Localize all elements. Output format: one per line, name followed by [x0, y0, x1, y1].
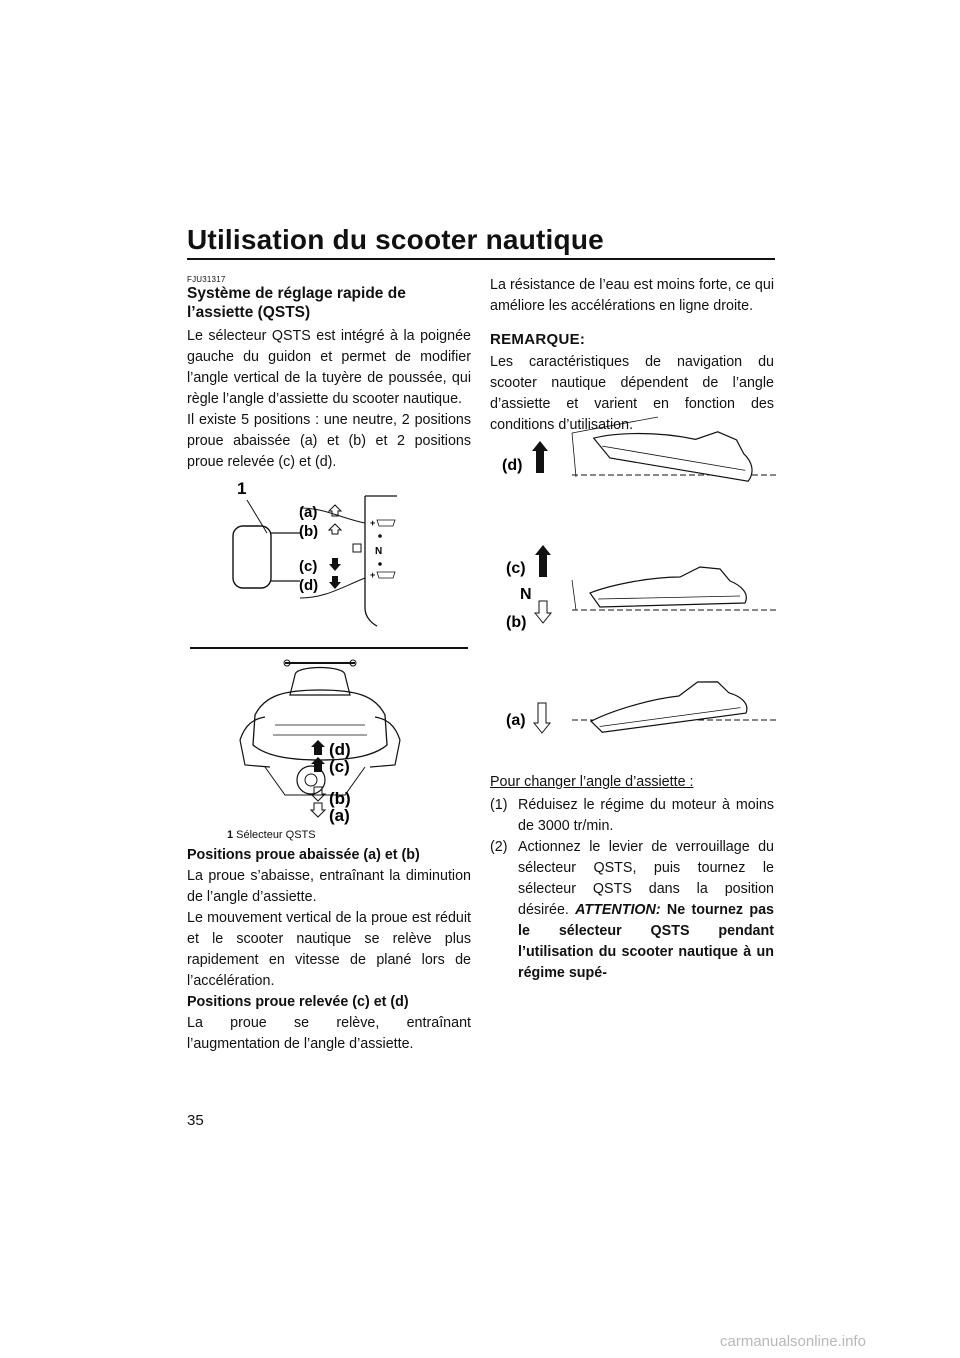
watercraft-rear-figure: [225, 655, 415, 825]
callout-1: 1: [237, 479, 247, 498]
procedure-title: Pour changer l’angle d’assiette :: [490, 774, 694, 790]
attention-text: Ne tournez pas le sélecteur QSTS pendant l’utilisation du scooter nautique à un régime supé-: [518, 902, 774, 981]
label-a: (a): [299, 504, 318, 521]
header-rule: [187, 258, 775, 260]
step-1-text: Réduisez le régime du moteur à moins de 3000 tr/min.: [518, 797, 774, 834]
section-title: [187, 284, 471, 322]
intro-paragraph-1: Le sélecteur QSTS est intégré à la poignée gauche du guidon et permet de modifier l’angle vertical de la tuyère de poussée, qui règle l’angle d’assiette du scooter nautique.: [187, 328, 471, 407]
label-d: (d): [299, 577, 319, 594]
trim-label-a: (a): [506, 712, 526, 729]
rear-label-d: (d): [329, 740, 351, 759]
rear-label-b: (b): [329, 789, 351, 808]
figure-divider: [190, 647, 468, 649]
trim-label-n: N: [520, 586, 532, 603]
left-column: [187, 275, 471, 473]
page-number: 35: [187, 1112, 204, 1129]
step-1-number: (1): [490, 797, 508, 813]
intro-paragraph-2: Il existe 5 positions : une neutre, 2 positions proue abaissée (a) et (b) et 2 positions proue relevée (c) et (d).: [187, 412, 471, 470]
note-title: REMARQUE:: [490, 331, 586, 348]
lowered-paragraph-2: Le mouvement vertical de la proue est réduit et le scooter nautique se relève plus rapidement en vitesse de plané lors de l’accélération.: [187, 910, 471, 989]
caption-number: 1: [227, 829, 234, 841]
caption-text: Sélecteur QSTS: [236, 829, 316, 841]
note-text: Les caractéristiques de navigation du scooter nautique dépendent de l’angle d’assiette et varient en fonction des conditions d’utilisation.: [490, 354, 774, 433]
trim-positions-figure: [498, 405, 778, 745]
step-2-body: [518, 837, 774, 984]
raised-paragraph-2: La résistance de l’eau est moins forte, ce qui améliore les accélérations en ligne droite.: [490, 277, 774, 314]
step-2-number: (2): [490, 839, 508, 855]
section-title-line2: l’assiette (QSTS): [187, 304, 311, 321]
raised-heading: Positions proue relevée (c) et (d): [187, 994, 409, 1010]
svg-text:+: +: [370, 570, 376, 580]
section-code: FJU31317: [187, 275, 226, 284]
qsts-selector-figure: [225, 478, 415, 628]
label-c: (c): [299, 558, 318, 575]
trim-label-b: (b): [506, 614, 527, 631]
raised-paragraph-1: La proue se relève, entraînant l’augmentation de l’angle d’assiette.: [187, 1015, 471, 1052]
procedure-steps: [490, 795, 774, 984]
left-column-lower: [187, 845, 471, 1055]
rear-label-c: (c): [329, 757, 350, 776]
switch-n-label: N: [375, 546, 383, 557]
lowered-heading: Positions proue abaissée (a) et (b): [187, 847, 420, 863]
svg-text:+: +: [370, 518, 376, 528]
lowered-paragraph-1: La proue s’abaisse, entraînant la diminution de l’angle d’assiette.: [187, 868, 471, 905]
procedure-block: [490, 772, 774, 984]
watermark: carmanualsonline.info: [720, 1333, 866, 1350]
trim-label-c: (c): [506, 560, 526, 577]
procedure-step-2: [490, 837, 774, 984]
page-header-title: Utilisation du scooter nautique: [187, 224, 604, 255]
section-title-line1: Système de réglage rapide de: [187, 285, 406, 302]
figure-caption: [227, 829, 316, 841]
attention-label: ATTENTION:: [575, 902, 661, 918]
label-b: (b): [299, 523, 319, 540]
trim-label-d: (d): [502, 457, 523, 474]
step-2-text: Actionnez le levier de verrouillage du sélecteur QSTS, puis tournez le sélecteur QSTS dans la position désirée.: [518, 839, 774, 918]
rear-label-a: (a): [329, 806, 350, 825]
procedure-step-1: [490, 795, 774, 837]
